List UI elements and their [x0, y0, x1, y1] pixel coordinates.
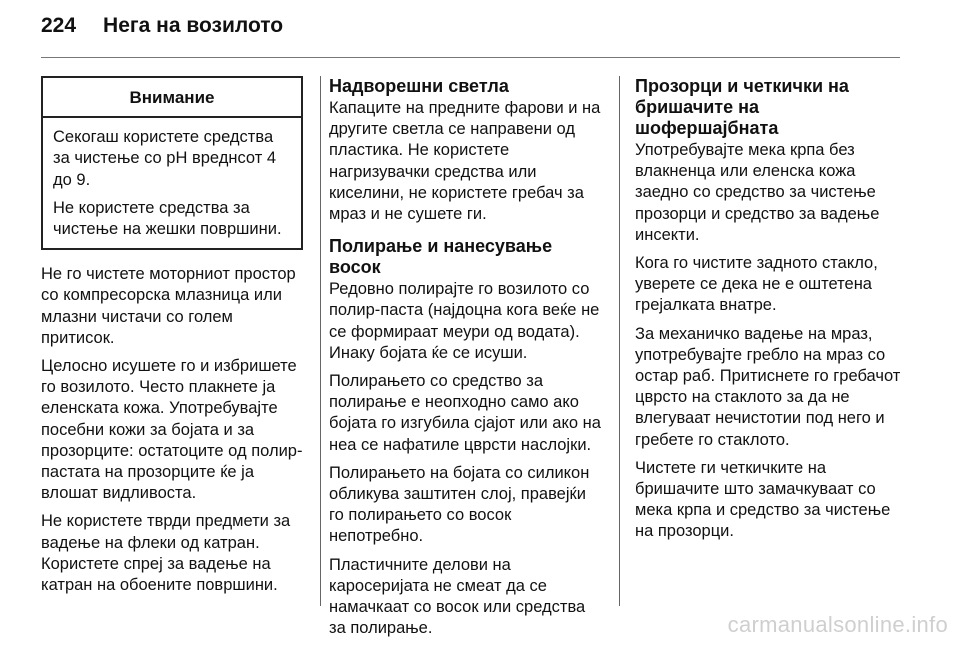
header-divider	[41, 57, 900, 58]
paragraph: Не користете тврди предмети за вадење на флеки од катран. Користете спреј за вадење на катран на обоените површини.	[41, 512, 291, 595]
section-heading-polishing: Полирање и нанесување восок	[329, 236, 553, 278]
warning-paragraph: Не користете средства за чистење на жешки површини.	[53, 198, 282, 239]
page-header	[41, 14, 283, 50]
warning-body	[43, 118, 301, 248]
warning-paragraph: Секогаш користете средства за чистење со pH вреднсот 4 до 9.	[53, 128, 277, 189]
paragraph: Полирањето на бојата со силикон обликува заштитен слој, правејќи го полирањето со восок непотребно.	[329, 463, 590, 546]
paragraph: Капаците на предните фарови и на другите светла се направени од пластика. Не користете нагризувачки средства или киселини, не користете гребач за мраз и не сушете ги.	[329, 99, 601, 224]
paragraph: За механичко вадење на мраз, употребувајте гребло на мраз со остар раб. Притиснете го гребачот цврсто на стаклото за да не влегуваат нечистотии под него и гребете го стаклото.	[635, 324, 901, 449]
page-title: Нега на возилото	[103, 14, 284, 37]
page-number: 224	[41, 14, 77, 37]
paragraph: Полирањето со средство за полирање е неопходно само ако бојата го изгубила сјајот или ако на неа се нафатиле цврсти наслојки.	[329, 372, 601, 454]
column-divider	[619, 76, 620, 606]
paragraph: Не го чистете моторниот простор со компресорска млазница или млазни чистачи со голем притисок.	[41, 265, 296, 347]
warning-title: Внимание	[43, 78, 301, 118]
column-right	[635, 76, 905, 550]
section-heading-windows: Прозорци и четкички на бришачите на шофершајбната	[635, 76, 849, 138]
column-left	[41, 76, 303, 603]
warning-box	[41, 76, 303, 250]
column-middle	[329, 76, 605, 646]
paragraph: Кога го чистите задното стакло, уверете се дека не е оштетена грејалката внатре.	[635, 254, 878, 315]
paragraph: Чистете ги четкичките на бришачите што замачкуваат со мека крпа и средство за чистење на прозорци.	[635, 458, 891, 541]
section-heading-exterior-lights: Надворешни светла	[329, 76, 509, 96]
paragraph: Целосно исушете го и избришете го возилото. Често плакнете ја еленската кожа. Употребувајте посебни кожи за бојата и за прозорците: остатоците од полир-пастата на прозорците ќе ја влошат видливоста.	[41, 357, 303, 503]
engine-cleaning-text	[41, 264, 303, 596]
paragraph: Пластичните делови на каросеријата не смеат да се намачкаат со восок или средства за полирање.	[329, 555, 586, 638]
paragraph: Редовно полирајте го возилото со полир-паста (најдоцна кога веќе не се формираат меури од водата). Инаку бојата ќе се исуши.	[329, 280, 600, 362]
paragraph: Употребувајте мека крпа без влакненца или еленска кожа заедно со средство за чистење прозорци и средство за вадење инсекти.	[635, 141, 880, 244]
column-divider	[320, 76, 321, 606]
watermark: carmanualsonline.info	[727, 612, 948, 637]
